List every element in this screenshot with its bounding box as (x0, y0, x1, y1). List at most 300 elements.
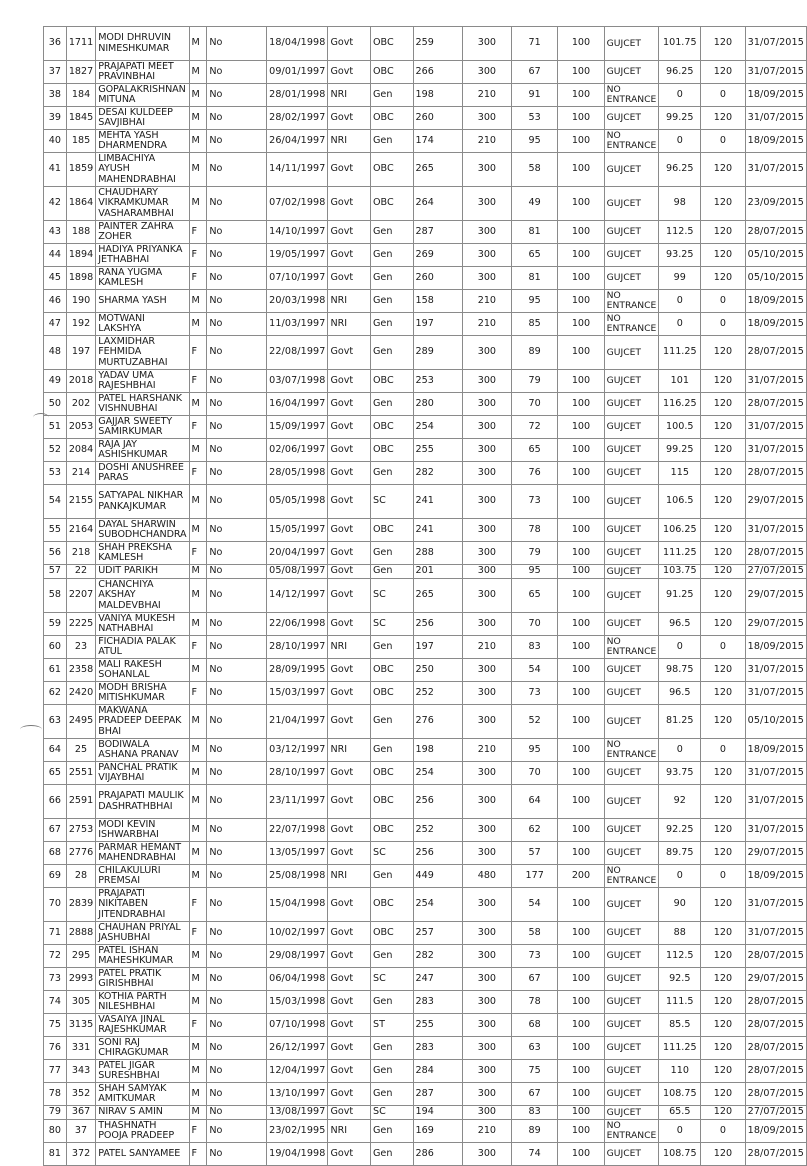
date-of-birth-cell: 20/04/1997 (267, 542, 328, 565)
quota-cell: Govt (328, 485, 371, 519)
table-row (44, 439, 807, 462)
entrance-exam-cell: GUJCET (604, 1143, 659, 1166)
marks-obtained-cell: 256 (413, 785, 462, 819)
admission-date-cell: 31/07/2015 (745, 922, 806, 945)
marks-total-cell: 300 (462, 705, 511, 739)
marks-obtained-cell: 280 (413, 393, 462, 416)
marks-obtained-cell: 253 (413, 370, 462, 393)
physically-handicapped-cell: No (207, 393, 267, 416)
entrance-score-cell: 108.75 (659, 1143, 701, 1166)
date-of-birth-cell: 28/05/1998 (267, 462, 328, 485)
pcm-total-cell: 100 (558, 267, 604, 290)
category-cell: Gen (371, 636, 414, 659)
date-of-birth-cell: 12/04/1997 (267, 1060, 328, 1083)
marks-total-cell: 300 (462, 613, 511, 636)
student-name-cell: MOTWANI LAKSHYA (96, 313, 189, 336)
gender-cell: F (189, 416, 207, 439)
date-of-birth-cell: 02/06/1997 (267, 439, 328, 462)
gender-cell: F (189, 370, 207, 393)
admission-date-cell: 18/09/2015 (745, 313, 806, 336)
student-name-cell: DOSHI ANUSHREE PARAS (96, 462, 189, 485)
entrance-exam-cell: GUJCET (604, 1014, 659, 1037)
entrance-exam-cell: GUJCET (604, 370, 659, 393)
date-of-birth-cell: 26/12/1997 (267, 1037, 328, 1060)
marks-total-cell: 210 (462, 1120, 511, 1143)
admission-date-cell: 31/07/2015 (745, 61, 806, 84)
entrance-score-cell: 85.5 (659, 1014, 701, 1037)
pcm-total-cell: 100 (558, 107, 604, 130)
serial-number-cell: 56 (44, 542, 67, 565)
entrance-exam-cell: GUJCET (604, 762, 659, 785)
entrance-score-cell: 96.5 (659, 682, 701, 705)
marks-total-cell: 300 (462, 244, 511, 267)
date-of-birth-cell: 09/01/1997 (267, 61, 328, 84)
quota-cell: Govt (328, 762, 371, 785)
physically-handicapped-cell: No (207, 1106, 267, 1120)
admission-date-cell: 28/07/2015 (745, 1014, 806, 1037)
physically-handicapped-cell: No (207, 565, 267, 579)
merit-id-cell: 218 (66, 542, 95, 565)
merit-id-cell: 1845 (66, 107, 95, 130)
date-of-birth-cell: 13/08/1997 (267, 1106, 328, 1120)
entrance-score-cell: 96.25 (659, 153, 701, 187)
date-of-birth-cell: 28/09/1995 (267, 659, 328, 682)
pcm-marks-cell: 73 (512, 945, 558, 968)
admission-date-cell: 29/07/2015 (745, 968, 806, 991)
table-row (44, 336, 807, 370)
quota-cell: Govt (328, 416, 371, 439)
entrance-exam-cell: GUJCET (604, 785, 659, 819)
entrance-exam-cell: GUJCET (604, 107, 659, 130)
serial-number-cell: 70 (44, 888, 67, 922)
date-of-birth-cell: 26/04/1997 (267, 130, 328, 153)
quota-cell: Govt (328, 705, 371, 739)
serial-number-cell: 72 (44, 945, 67, 968)
category-cell: OBC (371, 762, 414, 785)
quota-cell: Govt (328, 519, 371, 542)
category-cell: OBC (371, 659, 414, 682)
marks-obtained-cell: 254 (413, 762, 462, 785)
quota-cell: Govt (328, 945, 371, 968)
marks-obtained-cell: 255 (413, 439, 462, 462)
serial-number-cell: 69 (44, 865, 67, 888)
merit-id-cell: 343 (66, 1060, 95, 1083)
serial-number-cell: 45 (44, 267, 67, 290)
entrance-exam-cell: GUJCET (604, 485, 659, 519)
entrance-score-cell: 0 (659, 130, 701, 153)
quota-cell: Govt (328, 221, 371, 244)
table-row (44, 244, 807, 267)
merit-id-cell: 2155 (66, 485, 95, 519)
gender-cell: M (189, 1060, 207, 1083)
table-row (44, 819, 807, 842)
table-row (44, 187, 807, 221)
marks-total-cell: 300 (462, 579, 511, 613)
student-name-cell: MALI RAKESH SOHANLAL (96, 659, 189, 682)
table-row (44, 968, 807, 991)
category-cell: Gen (371, 865, 414, 888)
marks-obtained-cell: 197 (413, 313, 462, 336)
gender-cell: F (189, 221, 207, 244)
entrance-total-cell: 120 (701, 762, 745, 785)
pcm-marks-cell: 81 (512, 221, 558, 244)
student-name-cell: SONI RAJ CHIRAGKUMAR (96, 1037, 189, 1060)
student-name-cell: GOPALAKRISHNAN MITUNA (96, 84, 189, 107)
entrance-total-cell: 120 (701, 785, 745, 819)
entrance-exam-cell: GUJCET (604, 221, 659, 244)
entrance-total-cell: 120 (701, 613, 745, 636)
student-name-cell: MODI DHRUVIN NIMESHKUMAR (96, 27, 189, 61)
quota-cell: Govt (328, 439, 371, 462)
category-cell: Gen (371, 130, 414, 153)
serial-number-cell: 43 (44, 221, 67, 244)
physically-handicapped-cell: No (207, 888, 267, 922)
entrance-exam-cell: GUJCET (604, 842, 659, 865)
entrance-exam-cell: GUJCET (604, 968, 659, 991)
entrance-total-cell: 120 (701, 439, 745, 462)
serial-number-cell: 46 (44, 290, 67, 313)
entrance-score-cell: 103.75 (659, 565, 701, 579)
entrance-score-cell: 111.5 (659, 991, 701, 1014)
marks-total-cell: 300 (462, 153, 511, 187)
student-name-cell: MODH BRISHA MITISHKUMAR (96, 682, 189, 705)
entrance-total-cell: 120 (701, 842, 745, 865)
physically-handicapped-cell: No (207, 187, 267, 221)
category-cell: OBC (371, 27, 414, 61)
pcm-total-cell: 100 (558, 84, 604, 107)
merit-id-cell: 2053 (66, 416, 95, 439)
student-name-cell: PAINTER ZAHRA ZOHER (96, 221, 189, 244)
pcm-marks-cell: 89 (512, 1120, 558, 1143)
physically-handicapped-cell: No (207, 221, 267, 244)
admission-date-cell: 05/10/2015 (745, 244, 806, 267)
marks-total-cell: 210 (462, 313, 511, 336)
pcm-marks-cell: 52 (512, 705, 558, 739)
merit-id-cell: 2551 (66, 762, 95, 785)
entrance-total-cell: 120 (701, 370, 745, 393)
entrance-exam-cell: GUJCET (604, 439, 659, 462)
pcm-marks-cell: 68 (512, 1014, 558, 1037)
student-name-cell: SHAH SAMYAK AMITKUMAR (96, 1083, 189, 1106)
pcm-marks-cell: 95 (512, 290, 558, 313)
entrance-score-cell: 112.5 (659, 945, 701, 968)
serial-number-cell: 64 (44, 739, 67, 762)
pcm-total-cell: 100 (558, 519, 604, 542)
serial-number-cell: 38 (44, 84, 67, 107)
student-merit-table (43, 26, 807, 1166)
merit-id-cell: 2164 (66, 519, 95, 542)
merit-id-cell: 1827 (66, 61, 95, 84)
table-row (44, 130, 807, 153)
entrance-score-cell: 98 (659, 187, 701, 221)
date-of-birth-cell: 21/04/1997 (267, 705, 328, 739)
marks-total-cell: 300 (462, 922, 511, 945)
admission-date-cell: 29/07/2015 (745, 579, 806, 613)
merit-id-cell: 3135 (66, 1014, 95, 1037)
table-row (44, 888, 807, 922)
physically-handicapped-cell: No (207, 865, 267, 888)
admission-date-cell: 27/07/2015 (745, 1106, 806, 1120)
marks-total-cell: 210 (462, 84, 511, 107)
merit-id-cell: 2084 (66, 439, 95, 462)
admission-date-cell: 28/07/2015 (745, 1143, 806, 1166)
physically-handicapped-cell: No (207, 542, 267, 565)
merit-id-cell: 192 (66, 313, 95, 336)
student-name-cell: MAKWANA PRADEEP DEEPAK BHAI (96, 705, 189, 739)
entrance-total-cell: 0 (701, 739, 745, 762)
admission-date-cell: 31/07/2015 (745, 107, 806, 130)
admission-date-cell: 29/07/2015 (745, 613, 806, 636)
merit-id-cell: 2839 (66, 888, 95, 922)
merit-id-cell: 25 (66, 739, 95, 762)
pcm-marks-cell: 58 (512, 922, 558, 945)
table-row (44, 370, 807, 393)
table-row (44, 153, 807, 187)
serial-number-cell: 50 (44, 393, 67, 416)
marks-obtained-cell: 287 (413, 1083, 462, 1106)
category-cell: OBC (371, 888, 414, 922)
entrance-total-cell: 120 (701, 153, 745, 187)
gender-cell: F (189, 682, 207, 705)
date-of-birth-cell: 28/10/1997 (267, 762, 328, 785)
entrance-score-cell: 81.25 (659, 705, 701, 739)
physically-handicapped-cell: No (207, 762, 267, 785)
serial-number-cell: 37 (44, 61, 67, 84)
pcm-total-cell: 100 (558, 61, 604, 84)
date-of-birth-cell: 28/02/1997 (267, 107, 328, 130)
student-name-cell: VASAIYA JINAL RAJESHKUMAR (96, 1014, 189, 1037)
pcm-total-cell: 100 (558, 221, 604, 244)
quota-cell: Govt (328, 1143, 371, 1166)
pcm-marks-cell: 74 (512, 1143, 558, 1166)
admission-date-cell: 28/07/2015 (745, 1037, 806, 1060)
pcm-total-cell: 100 (558, 416, 604, 439)
entrance-exam-cell: GUJCET (604, 1083, 659, 1106)
pcm-marks-cell: 67 (512, 968, 558, 991)
marks-obtained-cell: 287 (413, 221, 462, 244)
serial-number-cell: 81 (44, 1143, 67, 1166)
gender-cell: F (189, 1143, 207, 1166)
pcm-marks-cell: 75 (512, 1060, 558, 1083)
marks-obtained-cell: 201 (413, 565, 462, 579)
entrance-score-cell: 100.5 (659, 416, 701, 439)
entrance-exam-cell: GUJCET (604, 682, 659, 705)
admission-date-cell: 18/09/2015 (745, 1120, 806, 1143)
pcm-total-cell: 100 (558, 462, 604, 485)
date-of-birth-cell: 03/07/1998 (267, 370, 328, 393)
student-name-cell: YADAV UMA RAJESHBHAI (96, 370, 189, 393)
student-name-cell: PATEL HARSHANK VISHNUBHAI (96, 393, 189, 416)
date-of-birth-cell: 23/02/1995 (267, 1120, 328, 1143)
gender-cell: F (189, 888, 207, 922)
marks-total-cell: 300 (462, 968, 511, 991)
serial-number-cell: 65 (44, 762, 67, 785)
date-of-birth-cell: 05/05/1998 (267, 485, 328, 519)
admission-date-cell: 05/10/2015 (745, 267, 806, 290)
category-cell: Gen (371, 244, 414, 267)
date-of-birth-cell: 15/05/1997 (267, 519, 328, 542)
student-name-cell: KOTHIA PARTH NILESHBHAI (96, 991, 189, 1014)
marks-total-cell: 300 (462, 370, 511, 393)
date-of-birth-cell: 23/11/1997 (267, 785, 328, 819)
quota-cell: Govt (328, 565, 371, 579)
serial-number-cell: 78 (44, 1083, 67, 1106)
admission-date-cell: 29/07/2015 (745, 485, 806, 519)
gender-cell: M (189, 785, 207, 819)
serial-number-cell: 66 (44, 785, 67, 819)
table-row (44, 1106, 807, 1120)
pcm-marks-cell: 177 (512, 865, 558, 888)
pcm-total-cell: 100 (558, 739, 604, 762)
physically-handicapped-cell: No (207, 290, 267, 313)
entrance-score-cell: 112.5 (659, 221, 701, 244)
marks-total-cell: 210 (462, 130, 511, 153)
admission-date-cell: 31/07/2015 (745, 682, 806, 705)
entrance-score-cell: 93.75 (659, 762, 701, 785)
category-cell: Gen (371, 313, 414, 336)
quota-cell: NRI (328, 130, 371, 153)
pcm-marks-cell: 65 (512, 439, 558, 462)
marks-total-cell: 300 (462, 61, 511, 84)
quota-cell: Govt (328, 1083, 371, 1106)
marks-obtained-cell: 198 (413, 739, 462, 762)
category-cell: Gen (371, 393, 414, 416)
pcm-marks-cell: 54 (512, 659, 558, 682)
marks-obtained-cell: 259 (413, 27, 462, 61)
admission-date-cell: 31/07/2015 (745, 439, 806, 462)
gender-cell: M (189, 613, 207, 636)
marks-total-cell: 300 (462, 659, 511, 682)
category-cell: Gen (371, 565, 414, 579)
serial-number-cell: 57 (44, 565, 67, 579)
date-of-birth-cell: 13/05/1997 (267, 842, 328, 865)
physically-handicapped-cell: No (207, 682, 267, 705)
admission-date-cell: 28/07/2015 (745, 1083, 806, 1106)
marks-total-cell: 210 (462, 636, 511, 659)
student-name-cell: FICHADIA PALAK ATUL (96, 636, 189, 659)
pcm-marks-cell: 95 (512, 739, 558, 762)
entrance-score-cell: 108.75 (659, 1083, 701, 1106)
marks-total-cell: 300 (462, 416, 511, 439)
category-cell: OBC (371, 439, 414, 462)
date-of-birth-cell: 20/03/1998 (267, 290, 328, 313)
table-row (44, 682, 807, 705)
physically-handicapped-cell: No (207, 1014, 267, 1037)
quota-cell: Govt (328, 1037, 371, 1060)
admission-date-cell: 28/07/2015 (745, 1060, 806, 1083)
physically-handicapped-cell: No (207, 439, 267, 462)
physically-handicapped-cell: No (207, 636, 267, 659)
pcm-total-cell: 100 (558, 370, 604, 393)
pcm-marks-cell: 70 (512, 613, 558, 636)
category-cell: OBC (371, 107, 414, 130)
marks-total-cell: 300 (462, 682, 511, 705)
table-row (44, 462, 807, 485)
pcm-total-cell: 100 (558, 1120, 604, 1143)
student-name-cell: PATEL JIGAR SURESHBHAI (96, 1060, 189, 1083)
admission-date-cell: 18/09/2015 (745, 739, 806, 762)
pcm-marks-cell: 67 (512, 61, 558, 84)
marks-obtained-cell: 255 (413, 1014, 462, 1037)
marks-obtained-cell: 289 (413, 336, 462, 370)
pcm-marks-cell: 70 (512, 762, 558, 785)
serial-number-cell: 79 (44, 1106, 67, 1120)
pcm-marks-cell: 78 (512, 991, 558, 1014)
gender-cell: M (189, 705, 207, 739)
entrance-exam-cell: GUJCET (604, 462, 659, 485)
marks-obtained-cell: 284 (413, 1060, 462, 1083)
student-name-cell: CHAUDHARY VIKRAMKUMAR VASHARAMBHAI (96, 187, 189, 221)
marks-total-cell: 300 (462, 1060, 511, 1083)
merit-id-cell: 202 (66, 393, 95, 416)
table-row (44, 922, 807, 945)
pcm-marks-cell: 72 (512, 416, 558, 439)
quota-cell: Govt (328, 1106, 371, 1120)
pcm-marks-cell: 70 (512, 393, 558, 416)
entrance-score-cell: 92.5 (659, 968, 701, 991)
serial-number-cell: 44 (44, 244, 67, 267)
table-row (44, 416, 807, 439)
admission-date-cell: 18/09/2015 (745, 290, 806, 313)
merit-id-cell: 1711 (66, 27, 95, 61)
pcm-total-cell: 100 (558, 485, 604, 519)
entrance-score-cell: 0 (659, 636, 701, 659)
gender-cell: M (189, 659, 207, 682)
table-row (44, 1143, 807, 1166)
physically-handicapped-cell: No (207, 244, 267, 267)
quota-cell: Govt (328, 27, 371, 61)
entrance-score-cell: 0 (659, 865, 701, 888)
quota-cell: Govt (328, 1060, 371, 1083)
date-of-birth-cell: 10/02/1997 (267, 922, 328, 945)
entrance-score-cell: 111.25 (659, 336, 701, 370)
category-cell: OBC (371, 187, 414, 221)
pcm-total-cell: 200 (558, 865, 604, 888)
entrance-exam-cell: NO ENTRANCE (604, 636, 659, 659)
pcm-total-cell: 100 (558, 542, 604, 565)
student-name-cell: DAYAL SHARWIN SUBODHCHANDRA (96, 519, 189, 542)
quota-cell: Govt (328, 393, 371, 416)
marks-obtained-cell: 174 (413, 130, 462, 153)
pcm-total-cell: 100 (558, 393, 604, 416)
pcm-total-cell: 100 (558, 1083, 604, 1106)
gender-cell: M (189, 565, 207, 579)
gender-cell: M (189, 485, 207, 519)
entrance-score-cell: 91.25 (659, 579, 701, 613)
marks-total-cell: 300 (462, 542, 511, 565)
entrance-exam-cell: GUJCET (604, 244, 659, 267)
pcm-total-cell: 100 (558, 705, 604, 739)
date-of-birth-cell: 15/09/1997 (267, 416, 328, 439)
table-row (44, 991, 807, 1014)
physically-handicapped-cell: No (207, 519, 267, 542)
category-cell: Gen (371, 221, 414, 244)
physically-handicapped-cell: No (207, 991, 267, 1014)
merit-id-cell: 2753 (66, 819, 95, 842)
entrance-total-cell: 120 (701, 244, 745, 267)
marks-obtained-cell: 286 (413, 1143, 462, 1166)
entrance-exam-cell: GUJCET (604, 1060, 659, 1083)
entrance-score-cell: 96.25 (659, 61, 701, 84)
marks-total-cell: 300 (462, 945, 511, 968)
table-row (44, 842, 807, 865)
marks-obtained-cell: 269 (413, 244, 462, 267)
physically-handicapped-cell: No (207, 130, 267, 153)
marks-total-cell: 300 (462, 991, 511, 1014)
merit-id-cell: 2776 (66, 842, 95, 865)
marks-total-cell: 210 (462, 739, 511, 762)
serial-number-cell: 59 (44, 613, 67, 636)
